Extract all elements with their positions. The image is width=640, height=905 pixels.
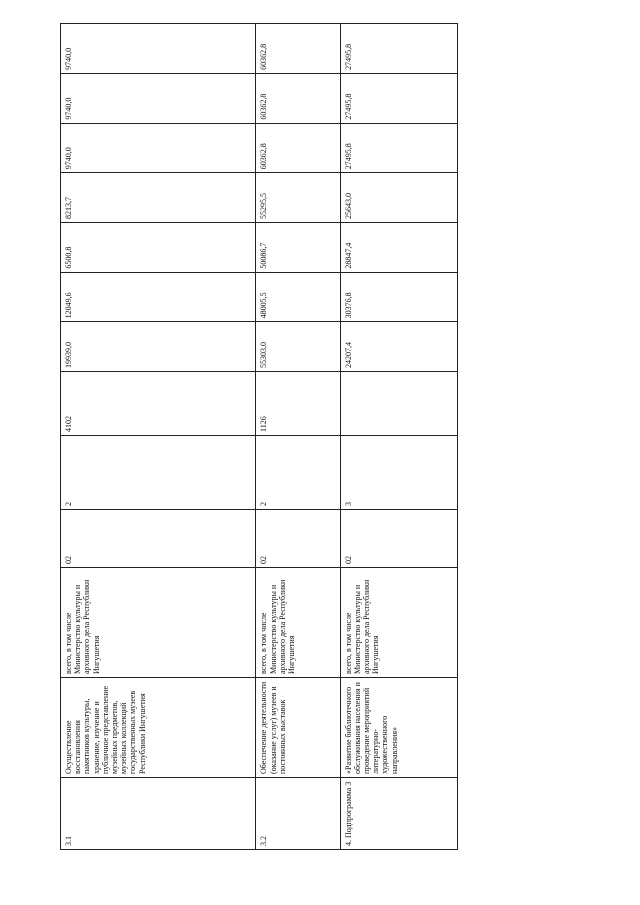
year-value-cell: 55303,0 <box>256 322 340 372</box>
extra-code-cell: 1126 <box>256 372 340 436</box>
program-code-cell: 3 <box>340 436 457 510</box>
program-code-cell: 2 <box>61 436 256 510</box>
year-value-cell: 9740,0 <box>61 24 256 74</box>
row-number-cell: 4. Подпрограмма 3 <box>340 778 457 850</box>
year-value-cell: 12049,6 <box>61 272 256 322</box>
year-value-cell: 9740,0 <box>61 73 256 123</box>
table-row <box>256 24 340 850</box>
rotated-table-container <box>60 24 458 850</box>
year-value-cell: 60362,8 <box>256 24 340 74</box>
year-value-cell: 27495,8 <box>340 24 457 74</box>
grbs-code-cell: 02 <box>340 510 457 568</box>
year-value-cell: 24207,4 <box>340 322 457 372</box>
year-value-cell: 50086,7 <box>256 222 340 272</box>
year-value-cell: 9740,0 <box>61 123 256 173</box>
executor-cell: всего, в том числе Министерство культуры и архивного дела Республики Ингушетия <box>340 568 457 678</box>
year-value-cell: 27495,8 <box>340 123 457 173</box>
year-value-cell: 55295,5 <box>256 173 340 223</box>
year-value-cell: 27495,8 <box>340 73 457 123</box>
year-value-cell: 28847,4 <box>340 222 457 272</box>
year-value-cell: 25643,0 <box>340 173 457 223</box>
year-value-cell: 30376,8 <box>340 272 457 322</box>
program-code-cell: 2 <box>256 436 340 510</box>
extra-code-cell: 4102 <box>61 372 256 436</box>
year-value-cell: 19939,0 <box>61 322 256 372</box>
table-row <box>61 24 256 850</box>
measure-name-cell: Осуществление восстановления памятников культуры, хранение, изучение и публичное представление музейных предметов, музейных коллекций государственных музеев Республики Ингушетия <box>61 678 256 778</box>
extra-code-cell <box>340 372 457 436</box>
grbs-code-cell: 02 <box>256 510 340 568</box>
year-value-cell: 60362,8 <box>256 73 340 123</box>
measure-name-cell: Обеспечение деятельности (оказание услуг) музеев и постоянных выставок <box>256 678 340 778</box>
year-value-cell: 8213,7 <box>61 173 256 223</box>
program-funding-table <box>60 23 458 850</box>
year-value-cell: 60362,8 <box>256 123 340 173</box>
grbs-code-cell: 02 <box>61 510 256 568</box>
year-value-cell: 48005,5 <box>256 272 340 322</box>
row-number-cell: 3.1 <box>61 778 256 850</box>
executor-cell: всего, в том числе Министерство культуры и архивного дела Республики Ингушетия <box>61 568 256 678</box>
executor-cell: всего, в том числе Министерство культуры и архивного дела Республики Ингушетия <box>256 568 340 678</box>
measure-name-cell: «Развитие библиотечного обслуживания населения и проведение мероприятий литературно-художественного направления» <box>340 678 457 778</box>
table-row <box>340 24 457 850</box>
year-value-cell: 6500,8 <box>61 222 256 272</box>
row-number-cell: 3.2 <box>256 778 340 850</box>
